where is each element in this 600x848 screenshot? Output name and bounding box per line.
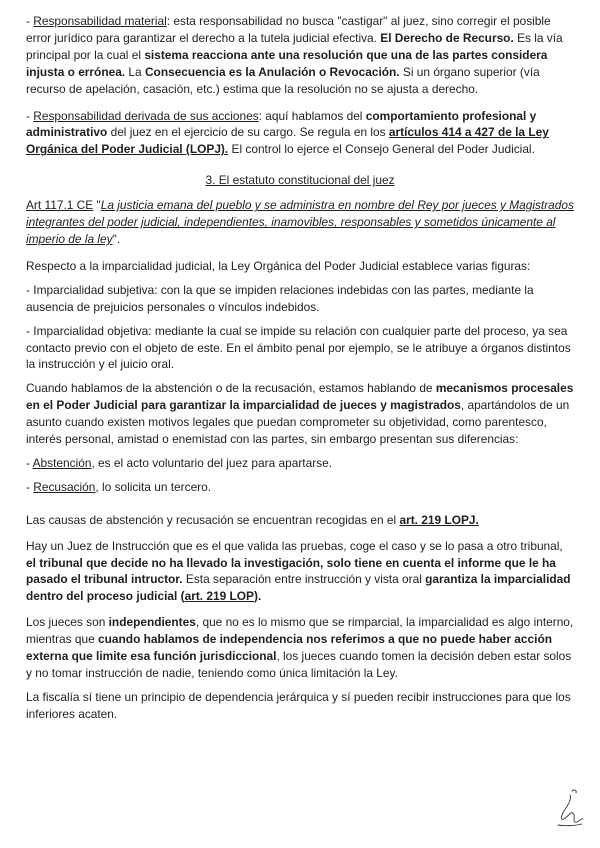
bold-comportamiento: comportamiento profesional y administrativo: [26, 108, 537, 140]
list-dash: -: [26, 14, 34, 28]
text: del juez en el ejercicio de su cargo. Se regula en los: [107, 125, 389, 140]
paragraph-article-quote: [26, 197, 574, 248]
text: La: [125, 64, 145, 79]
text: Es la vía principal por la cual el: [26, 30, 563, 62]
text: Las causas de abstención y recusación se encuentran recogidas en el: [26, 512, 400, 527]
text: , los jueces cuando tomen la decisión deben estar solos y no tomar instrucción de nadie, teniendo como única limitación la Ley.: [26, 649, 572, 680]
term-responsabilidad-material: Responsabilidad material: [33, 14, 167, 28]
list-dash: -: [26, 108, 34, 123]
text: ).: [253, 589, 262, 604]
ref-articulos-lopj: artículos 414 a 427 de la Ley Orgánica del Poder Judicial (LOPJ).: [26, 125, 549, 157]
spacer: [26, 503, 574, 512]
list-dash: -: [26, 479, 34, 494]
text: , lo solicita un tercero.: [95, 479, 212, 494]
text: Cuando hablamos de la abstención o de la recusación, estamos hablando de: [26, 381, 436, 396]
paragraph-responsabilidad-acciones: [26, 108, 574, 159]
list-dash: -: [26, 455, 33, 470]
bold-garantiza-imparcialidad: garantiza la imparcialidad dentro del proceso judicial: [26, 572, 571, 604]
bold-independencia: cuando hablamos de independencia nos referimos a que no puede haber acción externa que limite esa función jurisdiccional: [26, 632, 552, 664]
paragraph-responsabilidad-material: [26, 13, 574, 98]
text: , que no es lo mismo que se rimparcial, la imparcialidad es algo interno, mientras que: [26, 615, 574, 647]
text: (: [177, 589, 185, 604]
quote-close: ".: [112, 231, 121, 246]
article-quote: La justicia emana del pueblo y se administra en nombre del Rey por jueces y Magistrados integrantes del poder judicial, independientes, inamovibles, responsables y sometidos únicamente al imperio de la ley: [26, 198, 574, 246]
text: Los jueces son: [26, 615, 109, 630]
text: : aquí hablamos del: [258, 108, 366, 123]
list-item-abstencion: [26, 455, 574, 472]
quote-open: ": [93, 198, 101, 213]
bold-mecanismos: mecanismos procesales en el Poder Judicial para garantizar la imparcialidad de jueces y magistrados: [26, 381, 574, 413]
term-recusacion: Recusación: [33, 479, 96, 494]
bold-independientes: independientes: [108, 615, 196, 630]
text: , apartándolos de un asunto cuando existen motivos legales que puedan comprometer su objetividad, como parentesco, interés personal, amistad o enemistad con las partes, sin embargo presentan sus diferencias:: [26, 398, 570, 447]
bold-derecho-recurso: El Derecho de Recurso.: [380, 30, 514, 45]
list-item-recusacion: [26, 479, 574, 496]
text: Hay un Juez de Instrucción que es el que valida las pruebas, coge el caso y se lo pasa a otro tribunal,: [26, 538, 563, 553]
document-page: [26, 13, 574, 730]
bold-tribunal-decide: el tribunal que decide no ha llevado la investigación, solo tiene en cuenta el informe que le ha pasado el tribunal intructor.: [26, 555, 556, 587]
term-abstencion: Abstención: [32, 455, 92, 470]
bold-sistema-reacciona: sistema reacciona ante una resolución que una de las partes considera injusta o errónea.: [26, 47, 548, 79]
text: , es el acto voluntario del juez para apartarse.: [91, 455, 333, 470]
ref-art-219-lop: art. 219 LOP: [184, 589, 254, 604]
bold-consecuencia: Consecuencia es la Anulación o Revocación.: [144, 64, 400, 79]
paragraph-abstencion-recusacion: [26, 380, 574, 448]
paragraph-imparcialidad-subjetiva: - Imparcialidad subjetiva: con la que se impiden relaciones indebidas con las partes, mediante la ausencia de prejuicios personales o vínculos indebidos.: [26, 282, 534, 314]
text: : esta responsabilidad no busca "castigar" al juez, sino corregir el posible error jurídico para garantizar el derecho a la tutela judicial efectiva.: [26, 14, 551, 45]
paragraph-imparcialidad-intro: Respecto a la imparcialidad judicial, la Ley Orgánica del Poder Judicial establece varias figuras:: [26, 258, 531, 273]
ref-art-219: art. 219 LOPJ.: [399, 512, 479, 527]
text: Esta separación entre instrucción y vista oral: [182, 572, 426, 587]
paragraph-imparcialidad-objetiva: - Imparcialidad objetiva: mediante la cual se impide su relación con cualquier parte del proceso, ya sea contacto previo con el objeto de este. En el ámbito penal por ejemplo, se le atribuye a órganos distintos la instrucción y el juicio oral.: [26, 323, 571, 372]
text: El control lo ejerce el Consejo General del Poder Judicial.: [228, 142, 535, 157]
paragraph-causas: [26, 512, 574, 529]
paragraph-juez-instruccion: [26, 538, 574, 606]
section-heading: 3. El estatuto constitucional del juez: [205, 173, 395, 188]
paragraph-independencia: [26, 614, 574, 682]
term-responsabilidad-acciones: Responsabilidad derivada de sus acciones: [33, 108, 259, 123]
paragraph-fiscalia: La fiscalía sí tiene un principio de dependencia jerárquica y sí pueden recibir instrucciones para que los inferiores acaten.: [26, 689, 571, 721]
article-reference: Art 117.1 CE: [26, 198, 94, 213]
handwritten-signature-icon: [550, 785, 586, 836]
text: Si un órgano superior (vía recurso de apelación, casación, etc.) estima que la resolución no se ajusta a derecho.: [26, 64, 540, 96]
